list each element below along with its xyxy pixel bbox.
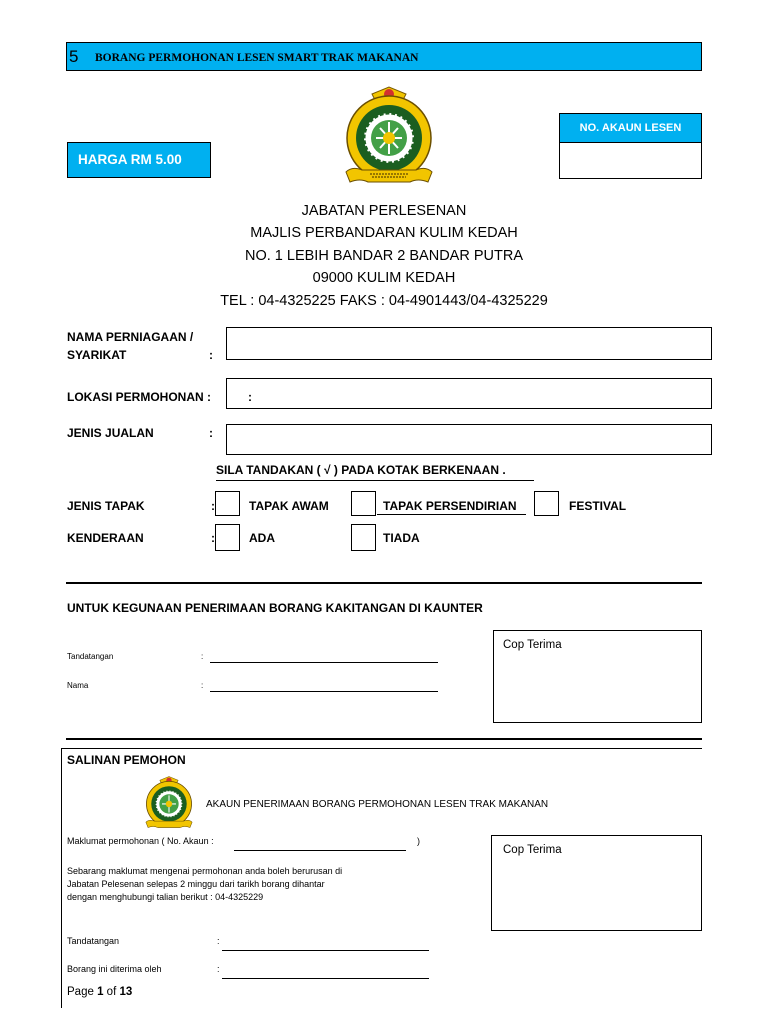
received-by-line[interactable] [222,978,429,979]
account-info-label: Maklumat permohonan ( No. Akaun : [67,836,214,846]
account-info-close: ) [417,836,420,846]
form-title: BORANG PERMOHONAN LESEN SMART TRAK MAKANAN [95,52,419,64]
vehicle-yes-checkbox[interactable] [215,524,240,551]
festival-checkbox[interactable] [534,491,559,516]
copy-signature-label: Tandatangan [67,936,120,946]
private-site-checkbox[interactable] [351,491,376,516]
goods-type-field[interactable] [226,424,712,455]
page-word: Page [67,986,94,998]
business-name-field[interactable] [226,327,712,360]
colon: : [209,426,213,440]
location-field[interactable] [226,378,712,409]
copy-stamp-box [491,835,702,931]
section-divider [66,738,702,740]
colon: : [211,499,215,513]
note-line-2: Jabatan Pelesenan selepas 2 minggu dari tarikh borang dihantar [67,879,325,889]
office-stamp-box [493,630,702,723]
colon: : [248,390,252,404]
vehicle-no-checkbox[interactable] [351,524,376,551]
colon: : [217,964,220,974]
received-by-label: Borang ini diterima oleh [67,964,162,974]
applicant-copy-heading: SALINAN PEMOHON [67,753,186,767]
office-use-heading: UNTUK KEGUNAAN PENERIMAAN BORANG KAKITANGAN DI KAUNTER [67,601,483,615]
location-label: LOKASI PERMOHONAN : [67,390,211,404]
goods-type-label: JENIS JUALAN [67,426,154,440]
public-site-option: TAPAK AWAM [249,499,329,513]
note-line-3: dengan menghubungi talian berikut : 04-4325229 [67,892,264,902]
office-signature-label: Tandatangan [67,652,114,661]
colon: : [201,652,204,661]
receipt-title: AKAUN PENERIMAAN BORANG PERMOHONAN LESEN TRAK MAKANAN [206,799,549,810]
of-word: of [106,986,117,998]
page-indicator [67,986,132,998]
form-number: 5 [69,47,79,66]
address-line: NO. 1 LEBIH BANDAR 2 BANDAR PUTRA [245,247,523,264]
address-line: JABATAN PERLESENAN [301,203,467,219]
vehicle-label: KENDERAAN [67,531,144,545]
private-site-option: TAPAK PERSENDIRIAN [383,499,517,513]
stamp-label: Cop Terima [503,639,562,651]
public-site-checkbox[interactable] [215,491,240,516]
vehicle-yes-option: ADA [249,531,275,545]
business-name-label: NAMA PERNIAGAAN / [67,330,194,344]
stamp-label: Cop Terima [503,844,562,856]
colon: : [211,531,215,545]
option-underline [377,514,526,515]
colon: : [209,348,213,362]
address-line: MAJLIS PERBANDARAN KULIM KEDAH [250,225,518,242]
vehicle-no-option: TIADA [383,531,420,545]
page-total: 13 [119,986,133,998]
form-title-banner [66,42,702,71]
site-type-label: JENIS TAPAK [67,499,145,513]
note-line-1: Sebarang maklumat mengenai permohonan anda boleh berurusan di [67,866,343,876]
business-name-label-2: SYARIKAT [67,348,127,362]
address-line: 09000 KULIM KEDAH [312,270,456,287]
tick-instruction: SILA TANDAKAN ( √ ) PADA KOTAK BERKENAAN . [216,463,534,481]
address-line: TEL : 04-4325225 FAKS : 04-4901443/04-4325229 [220,292,548,309]
account-number-label: NO. AKAUN LESEN [559,113,702,143]
copy-signature-line[interactable] [222,950,429,951]
page-current: 1 [97,986,104,998]
festival-option: FESTIVAL [569,499,627,513]
department-address [184,200,584,312]
mpkk-crest-small-icon [143,776,195,834]
colon: : [201,681,204,690]
section-divider [66,582,702,584]
office-name-label: Nama [67,681,89,690]
mpkk-crest-icon [342,86,436,194]
colon: : [217,936,220,946]
copy-account-line[interactable] [234,850,406,851]
price-badge: HARGA RM 5.00 [67,142,211,178]
account-number-field[interactable] [559,142,702,179]
office-signature-line[interactable] [210,662,438,663]
office-name-line[interactable] [210,691,438,692]
